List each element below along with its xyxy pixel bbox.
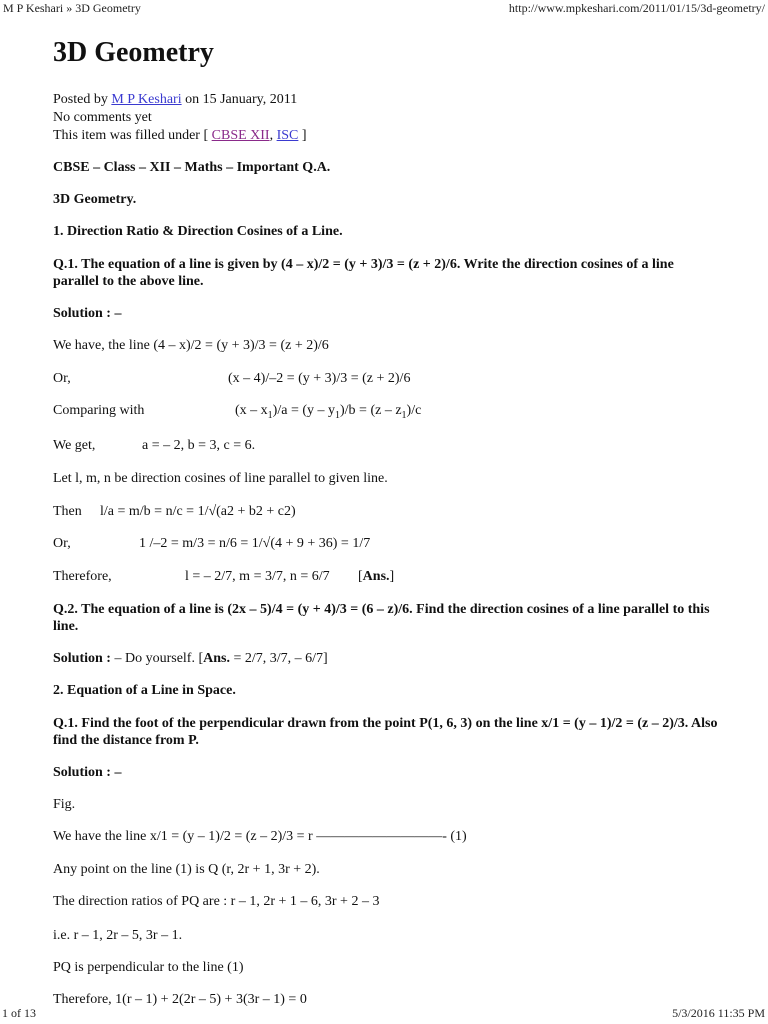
solution-line bbox=[53, 650, 328, 667]
page-number: 1 of 13 bbox=[2, 1006, 36, 1020]
solution-step: PQ is perpendicular to the line (1) bbox=[53, 960, 244, 975]
question-2: Q.2. The equation of a line is (2x – 5)/4 = (y + 4)/3 = (6 – z)/6. Find the direction cosines of a line parallel to this line. bbox=[53, 602, 710, 634]
solution-label: Solution : – bbox=[53, 306, 122, 321]
category-link-isc[interactable]: ISC bbox=[276, 128, 299, 143]
answer-label: Ans. bbox=[203, 651, 230, 666]
step-expr: (x – 4)/–2 = (y + 3)/3 = (z + 2)/6 bbox=[228, 371, 411, 386]
solution-step: i.e. r – 1, 2r – 5, 3r – 1. bbox=[53, 928, 183, 943]
answer-value: = 2/7, 3/7, – 6/7] bbox=[233, 651, 328, 666]
page-title: 3D Geometry bbox=[53, 37, 214, 68]
step-expr: a = – 2, b = 3, c = 6. bbox=[142, 438, 256, 453]
solution-step: Let l, m, n be direction cosines of line parallel to given line. bbox=[53, 471, 388, 486]
category-link-cbse[interactable]: CBSE XII bbox=[211, 128, 270, 143]
step-expr: $(x - x_1)/a = (y - y_1)/b = (z - z_1)/c$ bbox=[235, 403, 422, 421]
solution-step: Any point on the line (1) is Q (r, 2r + 1, 3r + 2). bbox=[53, 862, 320, 877]
step-label: We get, bbox=[53, 438, 96, 453]
step-expr: l/a = m/b = n/c = 1/√(a2 + b2 + c2) bbox=[100, 504, 296, 519]
solution-step bbox=[53, 535, 653, 552]
section-1-heading: 1. Direction Ratio & Direction Cosines of a Line. bbox=[53, 224, 343, 239]
section-2-heading: 2. Equation of a Line in Space. bbox=[53, 683, 236, 698]
subject-heading: CBSE – Class – XII – Maths – Important Q.A. bbox=[53, 160, 331, 175]
page-breadcrumb: M P Keshari » 3D Geometry bbox=[3, 1, 141, 15]
solution-text: – Do yourself. [ bbox=[114, 651, 204, 666]
filed-label: This item was filled under [ bbox=[53, 128, 209, 143]
solution-step: The direction ratios of PQ are : r – 1, 2r + 1 – 6, 3r + 2 – 3 bbox=[53, 894, 380, 909]
solution-step bbox=[53, 503, 653, 520]
author-link[interactable]: M P Keshari bbox=[111, 92, 182, 107]
post-meta bbox=[53, 91, 297, 108]
question-1: Q.1. The equation of a line is given by (4 – x)/2 = (y + 3)/3 = (z + 2)/6. Write the direction cosines of a line parallel to the above line. bbox=[53, 257, 674, 289]
step-expr: l = – 2/7, m = 3/7, n = 6/7 bbox=[185, 569, 330, 584]
question-3: Q.1. Find the foot of the perpendicular drawn from the point P(1, 6, 3) on the line x/1 = (y – 1)/2 = (z – 2)/3. Also find the distance from P. bbox=[53, 716, 718, 748]
solution-step bbox=[53, 402, 653, 419]
page-url: http://www.mpkeshari.com/2011/01/15/3d-geometry/ bbox=[508, 1, 765, 15]
solution-step bbox=[53, 568, 653, 585]
step-label: Therefore, bbox=[53, 569, 112, 584]
step-label: Or, bbox=[53, 371, 71, 386]
solution-label: Solution : bbox=[53, 651, 111, 666]
solution-step bbox=[53, 370, 653, 387]
solution-label: Solution : – bbox=[53, 765, 122, 780]
step-label: Comparing with bbox=[53, 403, 145, 418]
filed-close: ] bbox=[301, 128, 307, 143]
step-expr: 1 /–2 = m/3 = n/6 = 1/√(4 + 9 + 36) = 1/7 bbox=[139, 536, 371, 551]
solution-step: Therefore, 1(r – 1) + 2(2r – 5) + 3(3r – 1) = 0 bbox=[53, 992, 307, 1007]
solution-step bbox=[53, 437, 653, 454]
posted-date: on 15 January, 2011 bbox=[185, 92, 298, 107]
step-label: Then bbox=[53, 504, 82, 519]
topic-heading: 3D Geometry. bbox=[53, 192, 137, 207]
comments-count: No comments yet bbox=[53, 110, 152, 125]
filed-under bbox=[53, 127, 307, 144]
answer-mark: [Ans.] bbox=[358, 569, 395, 584]
print-datetime: 5/3/2016 11:35 PM bbox=[672, 1006, 765, 1020]
figure-placeholder: Fig. bbox=[53, 797, 76, 812]
solution-step: We have, the line (4 – x)/2 = (y + 3)/3 = (z + 2)/6 bbox=[53, 338, 329, 353]
posted-by-label: Posted by bbox=[53, 92, 108, 107]
solution-step: We have the line x/1 = (y – 1)/2 = (z – 2)/3 = r —————————- (1) bbox=[53, 829, 467, 844]
category-sep: , bbox=[269, 128, 274, 143]
step-label: Or, bbox=[53, 536, 71, 551]
